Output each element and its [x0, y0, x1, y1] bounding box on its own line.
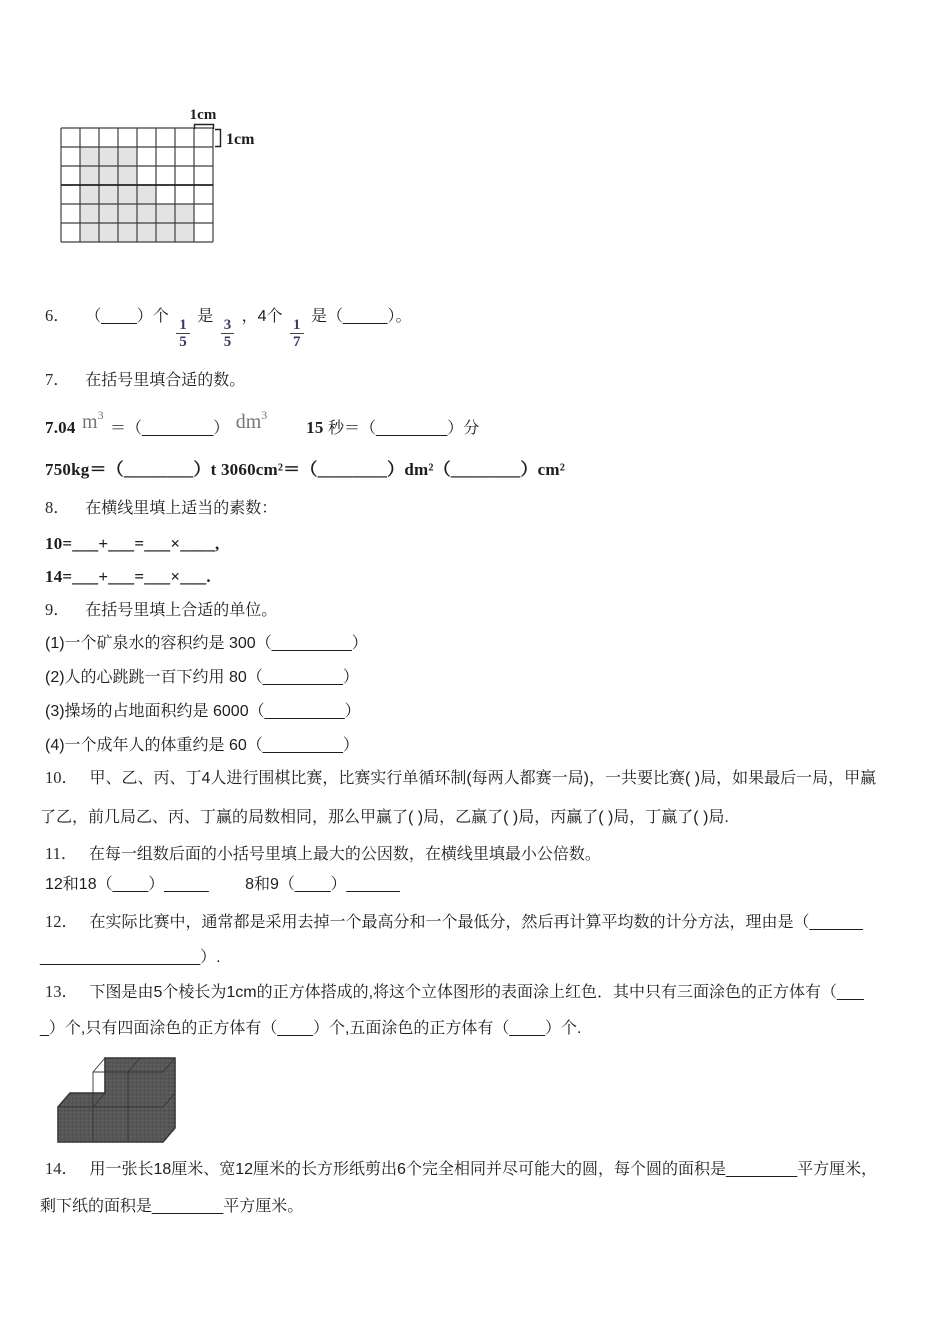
question-14-line-2: 剩下纸的面积是________平方厘米。	[40, 1198, 304, 1215]
question-9-item-2: (2)人的心跳跳一百下约用 80（_________）	[45, 669, 359, 686]
top-1cm-label: 1cm	[189, 107, 217, 123]
shaded-cell	[175, 204, 194, 223]
question-7-line-2: 750kg＝（________）t 3060cm²＝（________）dm²（________）cm²	[45, 460, 566, 479]
shaded-cell	[99, 166, 118, 185]
shaded-cell	[80, 185, 99, 204]
shaded-cell	[137, 204, 156, 223]
question-7-seconds-text: 秒＝（________）分	[328, 420, 480, 437]
question-13-text-1: 下图是由5个棱长为1cm的正方体搭成的,将这个立体图形的表面涂上红色．其中只有三面涂色的正方体有（___	[89, 984, 864, 1001]
cube-stack-figure	[50, 1048, 210, 1160]
question-8-title	[45, 496, 277, 521]
cube-texture	[58, 1058, 175, 1142]
side-1cm-label: 1cm	[226, 131, 255, 148]
question-11-title-text: 在每一组数后面的小括号里填上最大的公因数，在横线里填最小公倍数。	[88, 846, 601, 863]
question-6	[45, 296, 411, 350]
question-12-number: 12．	[45, 912, 78, 931]
question-13-line-2: _）个,只有四面涂色的正方体有（____）个,五面涂色的正方体有（____）个.	[40, 1020, 582, 1037]
question-14-text-1: 用一张长18厘米、宽12厘米的长方形纸剪出6个完全相同并尽可能大的圆，每个圆的面积是________平方厘米，	[89, 1161, 878, 1178]
question-8-line-10: 10=___+___=___×____,	[45, 534, 220, 553]
side-1cm-bracket	[215, 130, 221, 147]
shaded-cell	[80, 204, 99, 223]
question-10-number: 10．	[45, 768, 78, 787]
question-7-number: 7．	[45, 370, 70, 389]
question-9-number: 9．	[45, 600, 70, 619]
question-8-line-14: 14=___+___=___×___.	[45, 567, 211, 586]
unit-m3: $m^3$	[82, 408, 104, 433]
shaded-cell	[99, 185, 118, 204]
question-14-line-1	[45, 1157, 877, 1182]
question-9-title	[45, 598, 277, 623]
question-8-title-text: 在横线里填上适当的素数：	[85, 500, 278, 517]
question-13-line-1	[45, 980, 864, 1005]
question-12-text-1: 在实际比赛中，通常都是采用去掉一个最高分和一个最低分，然后再计算平均数的计分方法，理由是（______	[89, 914, 863, 931]
shaded-cell	[118, 223, 137, 242]
shaded-cell	[156, 204, 175, 223]
shaded-cell	[99, 204, 118, 223]
question-7-line-1	[45, 408, 479, 441]
shaded-cell	[99, 223, 118, 242]
question-8-number: 8．	[45, 498, 70, 517]
shaded-cell	[99, 147, 118, 166]
shaded-cell	[80, 147, 99, 166]
unit-dm3: $dm^3$	[235, 408, 268, 433]
question-10-line-2: 了乙，前几局乙、丙、丁赢的局数相同，那么甲赢了( )局，乙赢了( )局，丙赢了( )局，丁赢了( )局.	[40, 809, 729, 826]
question-9-item-4: (4)一个成年人的体重约是 60（_________）	[45, 737, 359, 754]
fraction-1-7: $\frac{1}{7}$	[290, 317, 304, 350]
shaded-cell	[80, 166, 99, 185]
value-704: 7.04	[45, 418, 76, 437]
shaded-cell	[118, 147, 137, 166]
question-12-line-1	[45, 910, 863, 935]
question-6-text-4: 是（_____）。	[310, 308, 412, 325]
question-11-title	[45, 842, 601, 867]
shaded-cell	[156, 223, 175, 242]
question-10-line-1	[45, 766, 876, 791]
shaded-cell	[118, 185, 137, 204]
shaded-cell	[137, 223, 156, 242]
question-11-number: 11．	[45, 844, 78, 863]
question-14-number: 14．	[45, 1159, 78, 1178]
shaded-cell	[80, 223, 99, 242]
fraction-3-5: $\frac{3}{5}$	[221, 317, 235, 350]
question-7-title-text: 在括号里填合适的数。	[85, 372, 246, 389]
question-6-number: 6．	[45, 306, 70, 325]
question-7-equals-blank: ＝（________）	[110, 420, 230, 437]
unit-grid-figure	[53, 102, 318, 262]
question-6-text-1: （____）个	[85, 308, 169, 325]
shaded-cell	[118, 204, 137, 223]
value-15: 15	[306, 418, 324, 437]
unit-grid-svg	[53, 102, 318, 254]
question-9-item-3: (3)操场的占地面积约是 6000（_________）	[45, 703, 361, 720]
shaded-cell	[118, 166, 137, 185]
question-9-title-text: 在括号里填上合适的单位。	[85, 602, 278, 619]
question-11-blanks: 12和18（____）_____ 8和9（____）______	[45, 876, 400, 893]
cube-stack-svg	[50, 1048, 210, 1152]
question-6-text-3: ，4个	[241, 308, 283, 325]
shaded-cell	[175, 223, 194, 242]
fraction-1-5: $\frac{1}{5}$	[176, 317, 190, 350]
question-9-item-1: (1)一个矿泉水的容积约是 300（_________）	[45, 635, 368, 652]
shaded-cell	[137, 185, 156, 204]
question-7-title	[45, 368, 245, 393]
question-13-number: 13．	[45, 982, 78, 1001]
question-10-text-1: 甲、乙、丙、丁4人进行围棋比赛，比赛实行单循环制(每两人都赛一局)，一共要比赛( )局，如果最后一局，甲赢	[89, 770, 877, 787]
question-6-text-2: 是	[197, 308, 214, 325]
question-12-line-2: __________________）.	[40, 949, 221, 966]
